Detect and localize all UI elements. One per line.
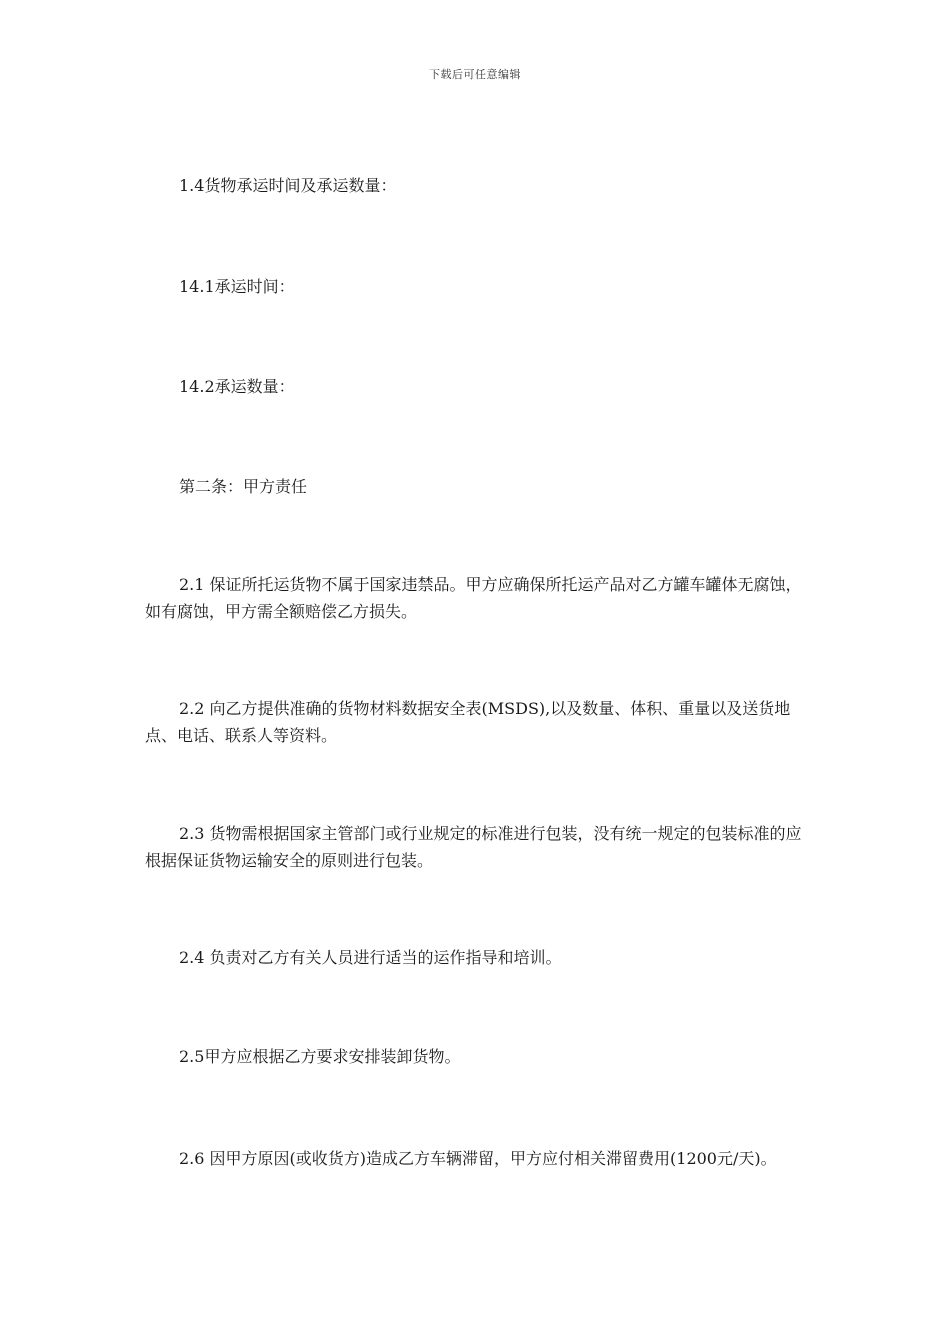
clause-14-2: 14.2承运数量： [179, 377, 295, 396]
clause-2-3: 2.3 货物需根据国家主管部门或行业规定的标准进行包装，没有统一规定的包装标准的应根据保证货物运输安全的原则进行包装。 [145, 824, 802, 870]
page-header: 下载后可任意编辑 [429, 68, 521, 81]
clause-2-1: 2.1 保证所托运货物不属于国家违禁品。甲方应确保所托运产品对乙方罐车罐体无腐蚀，如有腐蚀，甲方需全额赔偿乙方损失。 [145, 575, 802, 621]
clause-1-4: 1.4货物承运时间及承运数量： [179, 176, 397, 195]
clause-2-2: 2.2 向乙方提供准确的货物材料数据安全表(MSDS),以及数量、体积、重量以及送货地点、电话、联系人等资料。 [145, 699, 791, 745]
clause-2-5: 2.5甲方应根据乙方要求安排装卸货物。 [179, 1047, 461, 1066]
section-heading-party-a: 第二条：甲方责任 [179, 477, 308, 496]
clause-2-6: 2.6 因甲方原因(或收货方)造成乙方车辆滞留，甲方应付相关滞留费用(1200元/天)。 [179, 1149, 777, 1168]
clause-2-4: 2.4 负责对乙方有关人员进行适当的运作指导和培训。 [179, 948, 562, 967]
clause-14-1: 14.1承运时间： [179, 277, 295, 296]
